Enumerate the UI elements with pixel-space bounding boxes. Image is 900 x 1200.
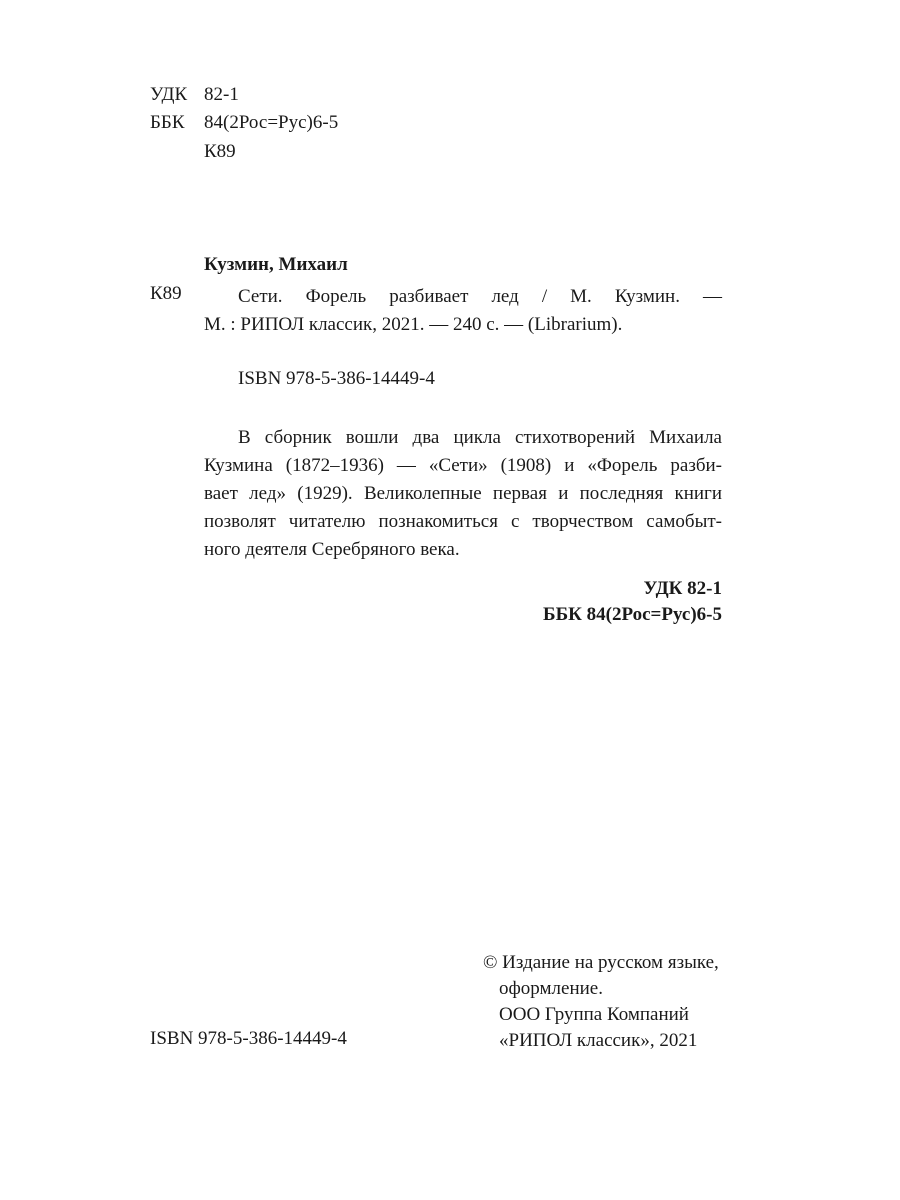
copyright-line: «РИПОЛ классик», 2021 [499, 1030, 698, 1051]
classification-bbk: ББК 84(2Рос=Рус)6-5 [543, 604, 722, 625]
annotation-line: позволят читателю познакомиться с творчеством самобыт- [204, 511, 722, 532]
bbk-label: ББК [150, 112, 185, 133]
entry-isbn: ISBN 978-5-386-14449-4 [238, 368, 435, 389]
classification-block [543, 576, 722, 628]
entry-title-line-2: М. : РИПОЛ классик, 2021. — 240 с. — (Librarium). [204, 314, 623, 335]
bbk-value: 84(2Рос=Рус)6-5 [204, 112, 339, 133]
annotation [204, 424, 722, 564]
annotation-line: В сборник вошли два цикла стихотворений Михаила [238, 427, 722, 448]
annotation-line: ного деятеля Серебряного века. [204, 539, 460, 560]
copyright-line: оформление. [499, 978, 603, 999]
annotation-line: Кузмина (1872–1936) — «Сети» (1908) и «Форель разби- [204, 455, 722, 476]
udk-label: УДК [150, 84, 188, 105]
annotation-line: вает лед» (1929). Великолепные первая и последняя книги [204, 483, 722, 504]
footer-isbn: ISBN 978-5-386-14449-4 [150, 1028, 347, 1049]
copyright-line: ООО Группа Компаний [499, 1004, 689, 1025]
entry-author: Кузмин, Михаил [204, 254, 348, 275]
udk-value: 82-1 [204, 84, 239, 105]
copyright-line: © Издание на русском языке, [483, 952, 719, 973]
copyright-block [483, 950, 719, 1054]
entry-title-line-1: Сети. Форель разбивает лед / М. Кузмин. — [238, 286, 722, 307]
entry-title-block [204, 283, 722, 339]
entry-mark: К89 [150, 283, 182, 304]
author-mark: К89 [204, 141, 236, 162]
classification-udk: УДК 82-1 [643, 578, 722, 599]
